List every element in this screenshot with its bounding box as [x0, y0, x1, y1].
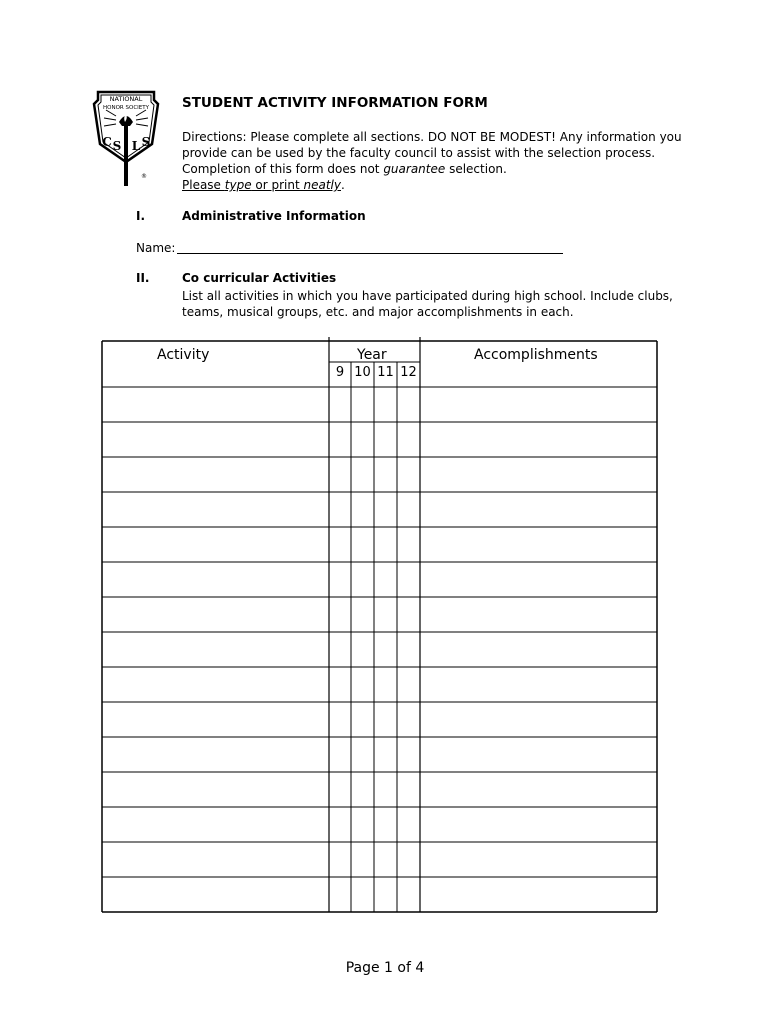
activity-cell[interactable] [103, 423, 328, 456]
activity-cell[interactable] [103, 738, 328, 771]
year-check-cell[interactable] [375, 423, 396, 456]
year-check-cell[interactable] [330, 388, 350, 421]
logo-letter-c: C [102, 135, 112, 149]
accomplishments-cell[interactable] [421, 843, 656, 876]
year-check-cell[interactable] [352, 528, 373, 561]
year-check-cell[interactable] [330, 773, 350, 806]
accomplishments-cell[interactable] [421, 668, 656, 701]
activity-cell[interactable] [103, 458, 328, 491]
year-check-cell[interactable] [375, 458, 396, 491]
year-check-cell[interactable] [398, 738, 419, 771]
year-check-cell[interactable] [352, 493, 373, 526]
accomplishments-cell[interactable] [421, 878, 656, 911]
directions-part-2: selection. [445, 162, 507, 176]
year-check-cell[interactable] [375, 668, 396, 701]
year-check-cell[interactable] [352, 633, 373, 666]
year-check-cell[interactable] [375, 703, 396, 736]
directions-type: type [224, 178, 252, 192]
year-check-cell[interactable] [352, 598, 373, 631]
year-check-cell[interactable] [352, 878, 373, 911]
year-check-cell[interactable] [375, 878, 396, 911]
accomplishments-cell[interactable] [421, 563, 656, 596]
year-header-9: 9 [335, 365, 345, 380]
activity-cell[interactable] [103, 843, 328, 876]
year-check-cell[interactable] [330, 458, 350, 491]
directions-part-1: Directions: Please complete all sections. DO NOT BE MODEST! Any information you provide can be used by the faculty council to assist with the selection process. Completion of this form does not [182, 130, 682, 176]
year-check-cell[interactable] [330, 878, 350, 911]
activity-cell[interactable] [103, 633, 328, 666]
year-check-cell[interactable] [398, 528, 419, 561]
directions-or-print: or print [251, 178, 304, 192]
directions-please: Please [182, 178, 225, 192]
logo-letter-s: S [112, 139, 122, 153]
year-check-cell[interactable] [330, 668, 350, 701]
year-check-cell[interactable] [352, 563, 373, 596]
logo-letter-s2: S [141, 135, 151, 149]
year-check-cell[interactable] [330, 703, 350, 736]
year-check-cell[interactable] [330, 528, 350, 561]
year-check-cell[interactable] [330, 808, 350, 841]
directions-guarantee: guarantee [383, 162, 446, 176]
year-check-cell[interactable] [330, 598, 350, 631]
year-check-cell[interactable] [352, 458, 373, 491]
year-check-cell[interactable] [398, 843, 419, 876]
activity-cell[interactable] [103, 703, 328, 736]
activity-cell[interactable] [103, 563, 328, 596]
directions-neatly: neatly [303, 178, 341, 192]
activity-cell[interactable] [103, 808, 328, 841]
year-check-cell[interactable] [352, 808, 373, 841]
column-header-activity: Activity [157, 347, 210, 363]
accomplishments-cell[interactable] [421, 773, 656, 806]
section-1-number: I. [136, 209, 146, 223]
accomplishments-cell[interactable] [421, 388, 656, 421]
year-check-cell[interactable] [330, 563, 350, 596]
year-check-cell[interactable] [352, 738, 373, 771]
year-check-cell[interactable] [330, 633, 350, 666]
activity-cell[interactable] [103, 388, 328, 421]
accomplishments-cell[interactable] [421, 633, 656, 666]
accomplishments-cell[interactable] [421, 598, 656, 631]
year-check-cell[interactable] [375, 563, 396, 596]
year-header-12: 12 [400, 365, 417, 380]
page-number: Page 1 of 4 [345, 960, 425, 976]
year-check-cell[interactable] [398, 598, 419, 631]
accomplishments-cell[interactable] [421, 458, 656, 491]
year-check-cell[interactable] [398, 493, 419, 526]
year-check-cell[interactable] [352, 388, 373, 421]
activity-cell[interactable] [103, 773, 328, 806]
name-label: Name: [136, 241, 176, 255]
accomplishments-cell[interactable] [421, 423, 656, 456]
year-header-11: 11 [377, 365, 394, 380]
accomplishments-cell[interactable] [421, 808, 656, 841]
year-check-cell[interactable] [375, 633, 396, 666]
year-check-cell[interactable] [375, 598, 396, 631]
activity-cell[interactable] [103, 528, 328, 561]
year-check-cell[interactable] [398, 668, 419, 701]
year-check-cell[interactable] [352, 668, 373, 701]
accomplishments-cell[interactable] [421, 528, 656, 561]
year-check-cell[interactable] [352, 843, 373, 876]
year-check-cell[interactable] [398, 423, 419, 456]
activity-cell[interactable] [103, 493, 328, 526]
directions-end: . [340, 178, 345, 192]
section-2-title: Co curricular Activities [182, 271, 337, 285]
year-check-cell[interactable] [352, 773, 373, 806]
accomplishments-cell[interactable] [421, 493, 656, 526]
logo-registered-mark: ® [141, 173, 147, 180]
year-check-cell[interactable] [398, 388, 419, 421]
accomplishments-cell[interactable] [421, 703, 656, 736]
year-check-cell[interactable] [330, 493, 350, 526]
year-check-cell[interactable] [352, 703, 373, 736]
form-title: STUDENT ACTIVITY INFORMATION FORM [182, 95, 488, 111]
year-check-cell[interactable] [375, 843, 396, 876]
logo-top-text: NATIONAL [109, 95, 143, 103]
year-check-cell[interactable] [398, 878, 419, 911]
logo-sub-text: HONOR SOCIETY [103, 105, 149, 111]
activity-cell[interactable] [103, 598, 328, 631]
year-check-cell[interactable] [398, 808, 419, 841]
year-check-cell[interactable] [330, 738, 350, 771]
year-check-cell[interactable] [375, 773, 396, 806]
year-check-cell[interactable] [375, 493, 396, 526]
year-check-cell[interactable] [398, 633, 419, 666]
logo-letter-l: L [131, 139, 141, 153]
year-check-cell[interactable] [398, 458, 419, 491]
year-check-cell[interactable] [375, 738, 396, 771]
accomplishments-cell[interactable] [421, 738, 656, 771]
activity-cell[interactable] [103, 668, 328, 701]
section-1-title: Administrative Information [182, 209, 366, 223]
year-check-cell[interactable] [375, 388, 396, 421]
year-check-cell[interactable] [398, 773, 419, 806]
year-check-cell[interactable] [375, 528, 396, 561]
year-check-cell[interactable] [398, 703, 419, 736]
column-header-accomplishments: Accomplishments [474, 347, 598, 363]
section-2-number: II. [136, 271, 150, 285]
year-check-cell[interactable] [352, 423, 373, 456]
section-2-description: List all activities in which you have participated during high school. Include clubs, teams, musical groups, etc. and major accomplishments in each. [182, 289, 673, 319]
column-header-year: Year [357, 347, 387, 363]
activity-cell[interactable] [103, 878, 328, 911]
year-check-cell[interactable] [330, 423, 350, 456]
year-check-cell[interactable] [398, 563, 419, 596]
year-check-cell[interactable] [330, 843, 350, 876]
year-header-10: 10 [354, 365, 371, 380]
year-check-cell[interactable] [375, 808, 396, 841]
